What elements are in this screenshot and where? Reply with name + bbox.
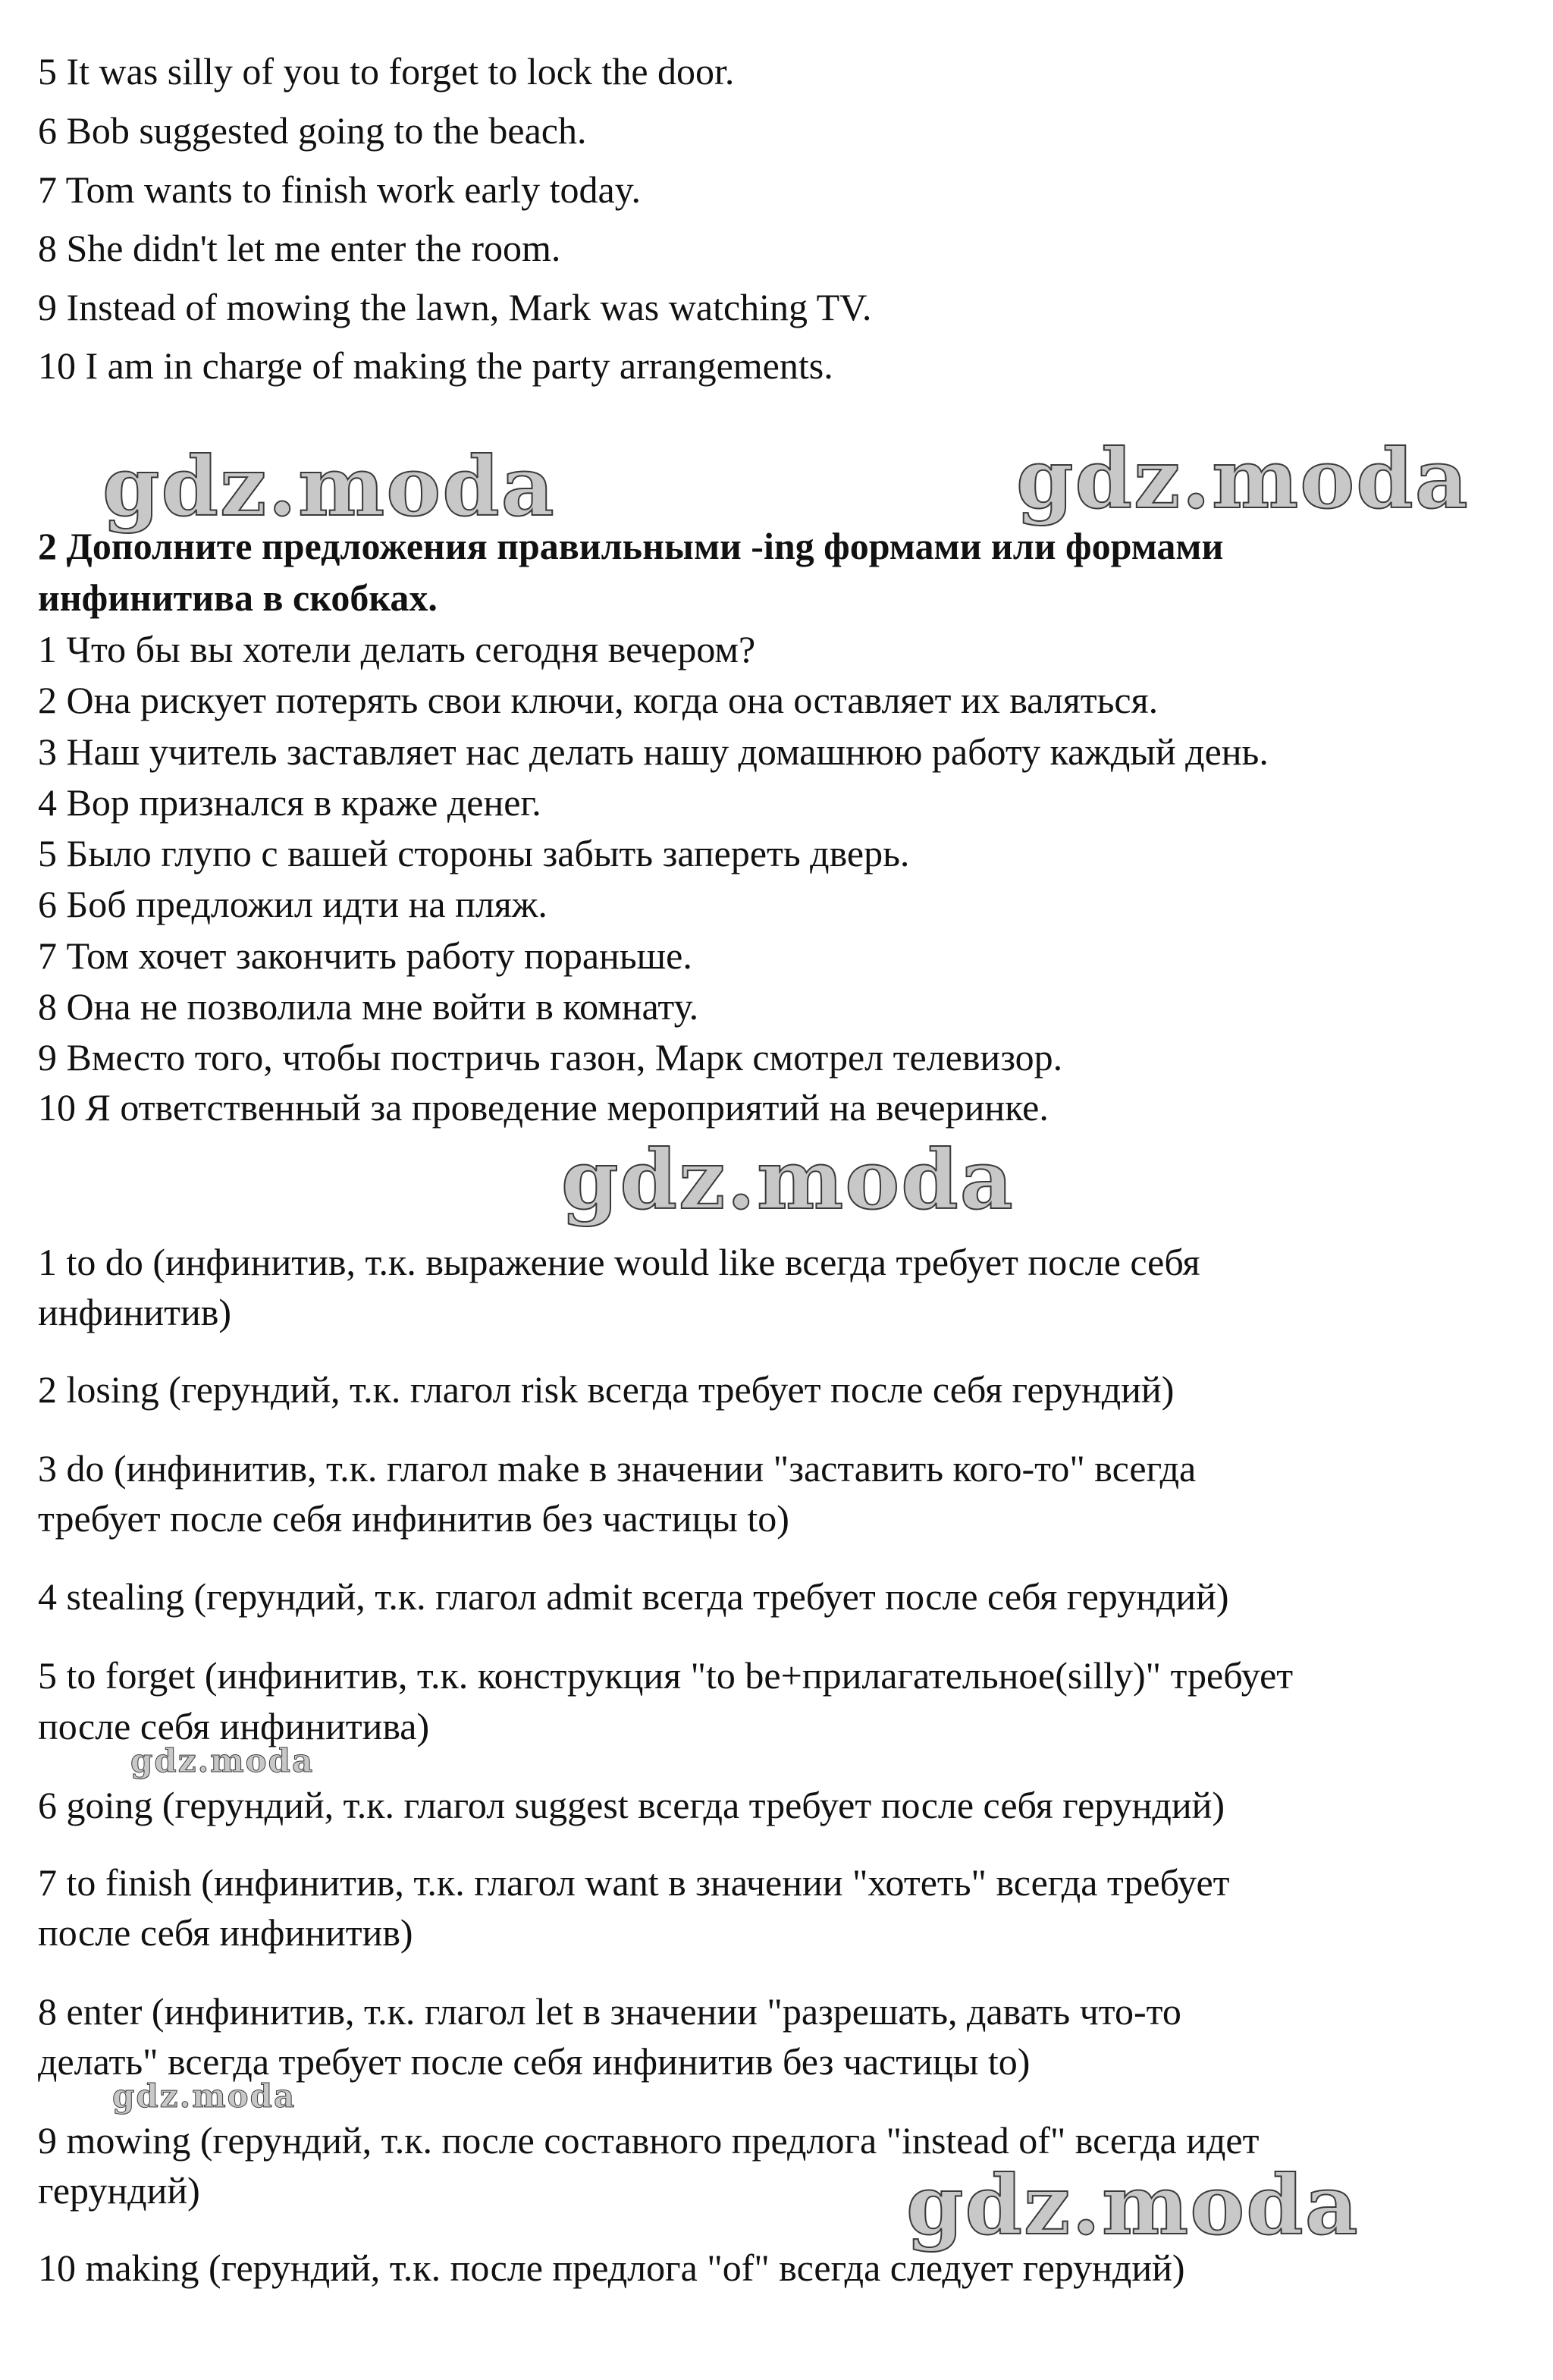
answer-10: 10 making (герундий, т.к. после предлога "of" всегда следует герундий) [38, 2247, 1185, 2289]
sentence-4-ru: 4 Вор признался в краже денег. [38, 781, 541, 824]
answer-9-line2: герундий) [38, 2169, 200, 2212]
exercise-2-heading-line1: 2 Дополните предложения правильными -ing формами или формами [38, 525, 1224, 567]
answer-1-line1: 1 to do (инфинитив, т.к. выражение would like всегда требует после себя [38, 1241, 1200, 1283]
answer-8-line1: 8 enter (инфинитив, т.к. глагол let в значении "разрешать, давать что-то [38, 1990, 1181, 2033]
sentence-8-en: 8 She didn't let me enter the room. [38, 227, 561, 269]
sentence-8-ru: 8 Она не позволила мне войти в комнату. [38, 985, 699, 1028]
sentence-9-en: 9 Instead of mowing the lawn, Mark was watching TV. [38, 286, 872, 328]
answer-5-line1: 5 to forget (инфинитив, т.к. конструкция "to be+прилагательное(silly)" требует [38, 1654, 1294, 1697]
watermark-3: gdz.moda [561, 1132, 1015, 1228]
watermark-6: gdz.moda [906, 2158, 1360, 2253]
sentence-7-ru: 7 Том хочет закончить работу пораньше. [38, 934, 692, 977]
sentence-2-ru: 2 Она рискует потерять свои ключи, когда она оставляет их валяться. [38, 679, 1159, 721]
answer-1-line2: инфинитив) [38, 1291, 232, 1333]
answer-5-line2: после себя инфинитива) [38, 1705, 430, 1747]
sentence-3-ru: 3 Наш учитель заставляет нас делать нашу домашнюю работу каждый день. [38, 730, 1269, 773]
answer-7-line1: 7 to finish (инфинитив, т.к. глагол want в значении "хотеть" всегда требует [38, 1861, 1230, 1904]
answer-6: 6 going (герундий, т.к. глагол suggest всегда требует после себя герундий) [38, 1784, 1225, 1826]
exercise-2-heading-line2: инфинитива в скобках. [38, 576, 438, 619]
answer-9-line1: 9 mowing (герундий, т.к. после составного предлога "instead of" всегда идет [38, 2119, 1260, 2162]
watermark-4: gdz.moda [130, 1742, 315, 1779]
sentence-5-ru: 5 Было глупо с вашей стороны забыть запереть дверь. [38, 832, 910, 874]
sentence-7-en: 7 Tom wants to finish work early today. [38, 168, 641, 211]
answer-8-line2: делать" всегда требует после себя инфинитив без частицы to) [38, 2040, 1031, 2083]
watermark-1: gdz.moda [102, 439, 556, 535]
sentence-9-ru: 9 Вместо того, чтобы постричь газон, Марк смотрел телевизор. [38, 1036, 1063, 1079]
sentence-1-ru: 1 Что бы вы хотели делать сегодня вечером? [38, 628, 756, 670]
answer-7-line2: после себя инфинитив) [38, 1911, 413, 1954]
watermark-2: gdz.moda [1016, 432, 1470, 527]
sentence-6-en: 6 Bob suggested going to the beach. [38, 109, 587, 152]
watermark-5: gdz.moda [112, 2077, 296, 2115]
sentence-5-en: 5 It was silly of you to forget to lock the door. [38, 50, 735, 93]
answer-3-line2: требует после себя инфинитив без частицы to) [38, 1497, 789, 1540]
answer-4: 4 stealing (герундий, т.к. глагол admit всегда требует после себя герундий) [38, 1575, 1229, 1618]
answer-2: 2 losing (герундий, т.к. глагол risk всегда требует после себя герундий) [38, 1368, 1175, 1411]
sentence-10-en: 10 I am in charge of making the party arrangements. [38, 344, 833, 387]
sentence-10-ru: 10 Я ответственный за проведение мероприятий на вечеринке. [38, 1086, 1049, 1129]
answer-3-line1: 3 do (инфинитив, т.к. глагол make в значении "заставить кого-то" всегда [38, 1447, 1197, 1490]
sentence-6-ru: 6 Боб предложил идти на пляж. [38, 883, 547, 925]
